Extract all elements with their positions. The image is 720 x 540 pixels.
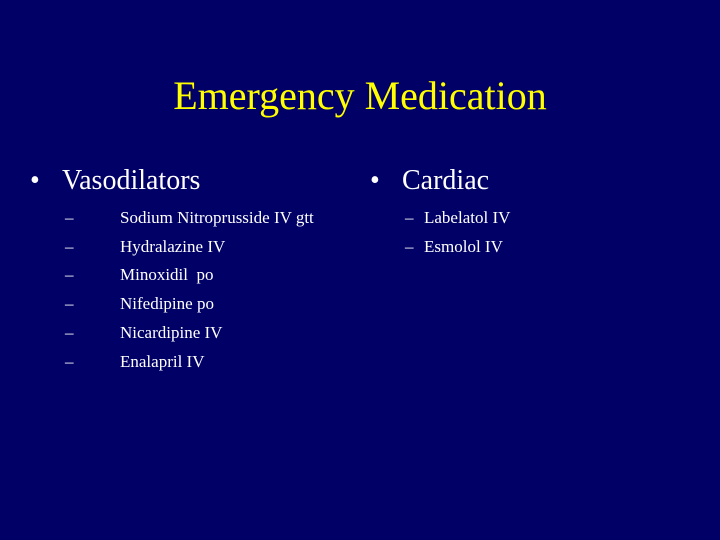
list-item	[65, 233, 370, 262]
list-item-label: Nicardipine IV	[120, 322, 223, 342]
dash-icon: –	[65, 236, 74, 256]
column-heading	[30, 163, 370, 199]
dash-icon: –	[405, 236, 414, 256]
list-item	[65, 319, 370, 348]
cardiac-list	[405, 204, 690, 261]
list-item-label: Sodium Nitroprusside IV gtt	[120, 208, 314, 227]
list-item	[65, 204, 370, 233]
dash-icon: –	[65, 294, 74, 314]
vasodilators-column	[30, 163, 370, 376]
list-item-label: Esmolol IV	[424, 236, 503, 256]
cardiac-column	[370, 163, 690, 261]
list-item	[65, 348, 370, 377]
dash-icon: –	[405, 208, 414, 227]
list-item-label: Labelatol IV	[424, 208, 511, 227]
vasodilators-list	[65, 204, 370, 376]
dash-icon: –	[65, 322, 74, 342]
list-item	[405, 233, 690, 262]
list-item-label: Hydralazine IV	[120, 236, 226, 256]
list-item-label: Nifedipine po	[120, 294, 214, 314]
list-item	[65, 290, 370, 319]
heading-label: Cardiac	[402, 165, 490, 196]
list-item	[65, 261, 370, 290]
list-item-label: Minoxidil po	[120, 265, 214, 285]
dash-icon: –	[65, 351, 74, 371]
heading-label: Vasodilators	[62, 165, 201, 196]
dash-icon: –	[65, 265, 74, 285]
list-item	[405, 204, 690, 233]
slide-title: Emergency Medication	[173, 73, 547, 118]
dash-icon: –	[65, 208, 74, 227]
bullet-icon: •	[30, 165, 40, 196]
list-item-label: Enalapril IV	[120, 351, 205, 371]
bullet-icon: •	[370, 165, 380, 196]
column-heading	[370, 163, 690, 199]
